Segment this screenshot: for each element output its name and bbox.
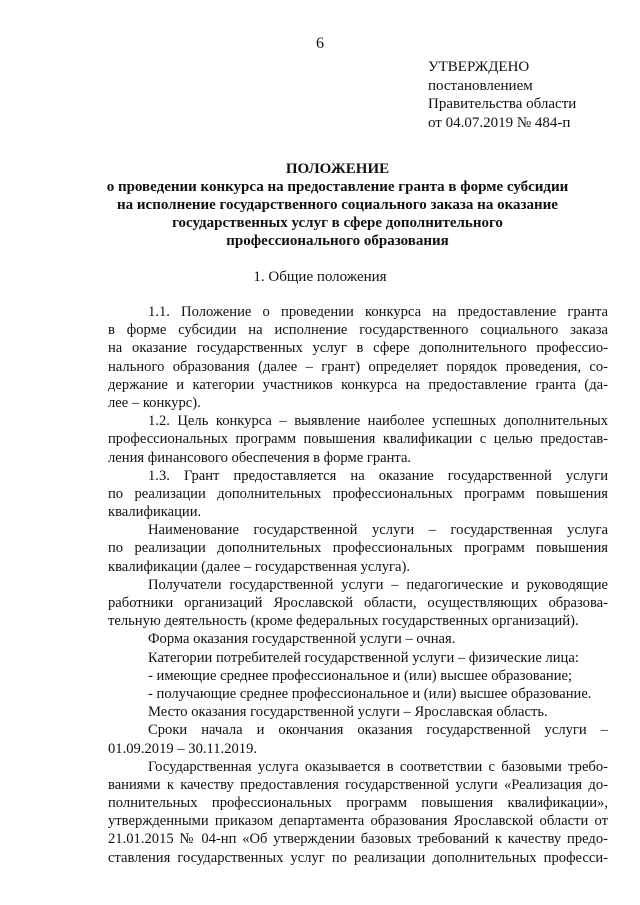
paragraph-line: - имеющие среднее профессиональное и (или) высшее образование; [148,667,573,684]
paragraph-line: по реализации дополнительных профессиональных программ повышения [108,540,608,557]
paragraph-line: 1.1. Положение о проведении конкурса на предоставление гранта [148,304,608,320]
paragraph-line: Категории потребителей государственной услуги – физические лица: [148,649,579,666]
paragraph-line: Получатели государственной услуги – педагогические и руководящие [148,576,608,593]
approval-line: УТВЕРЖДЕНО [428,59,530,75]
title-line: на исполнение государственного социального заказа на оказание [117,197,558,213]
paragraph-line: Наименование государственной услуги – государственная услуга [148,522,608,539]
page-number: 6 [316,35,324,52]
paragraph-line: нального образования (далее – грант) определяет порядок проведения, со- [108,358,608,375]
paragraph-line: Сроки начала и окончания оказания государственной услуги – [148,722,608,739]
paragraph-line: - получающие среднее профессиональное и (или) высшее образование. [148,685,592,702]
paragraph-line: работники организаций Ярославской области, осуществляющих образова- [108,595,608,611]
paragraph-line: в форме субсидии на исполнение государственного социального заказа [108,322,608,339]
paragraph-line: по реализации дополнительных профессиональных программ повышения [108,485,608,502]
paragraph-line: ставления государственных услуг по реализации дополнительных професси- [108,849,608,866]
paragraph-line: утвержденными приказом департамента образования Ярославской области от [108,813,608,830]
paragraph-line: квалификации (далее – государственная услуга). [108,558,410,575]
approval-line: постановлением [428,77,533,94]
paragraph-line: полнительных профессиональных программ повышения квалификации», [108,795,608,812]
paragraph-line: 21.01.2015 № 04-нп «Об утверждении базовых требований к качеству предо- [108,831,608,848]
body-text [108,303,608,867]
paragraph-line: Государственная услуга оказывается в соответствии с базовыми требо- [148,758,608,775]
paragraph-line: ления финансового обеспечения в форме гранта. [108,449,412,466]
paragraph-line: профессиональных программ повышения квалификации с целью предостав- [108,431,608,448]
paragraph-line: лее – конкурс). [108,394,201,411]
paragraph-line: тельную деятельность (кроме федеральных государственных организаций). [108,613,579,630]
paragraph-line: держание и категории участников конкурса на предоставление гранта (да- [108,376,608,393]
title-heading: ПОЛОЖЕНИЕ [285,161,390,177]
approval-stamp [428,58,633,132]
title-line: государственных услуг в сфере дополнительного [172,215,503,231]
paragraph-line: 01.09.2019 – 30.11.2019. [108,740,258,757]
paragraph-line: Место оказания государственной услуги – Ярославская область. [148,704,548,721]
paragraph-line: ваниями к качеству предоставления государственной услуги «Реализация до- [108,776,608,793]
paragraph-line: 1.2. Цель конкурса – выявление наиболее успешных дополнительных [148,413,608,430]
approval-line: от 04.07.2019 № 484-п [428,114,571,131]
paragraph-line: 1.3. Грант предоставляется на оказание государственной услуги [148,467,608,484]
section-heading: 1. Общие положения [253,269,387,285]
paragraph-line: на оказание государственных услуг в сфере дополнительного профессио- [108,340,608,357]
paragraph-line: квалификации. [108,504,202,521]
approval-line: Правительства области [428,96,577,112]
title-line: о проведении конкурса на предоставление гранта в форме субсидии [106,179,569,195]
paragraph-line: Форма оказания государственной услуги – очная. [148,631,456,648]
document-title [70,160,605,250]
title-line: профессионального образования [226,233,449,249]
